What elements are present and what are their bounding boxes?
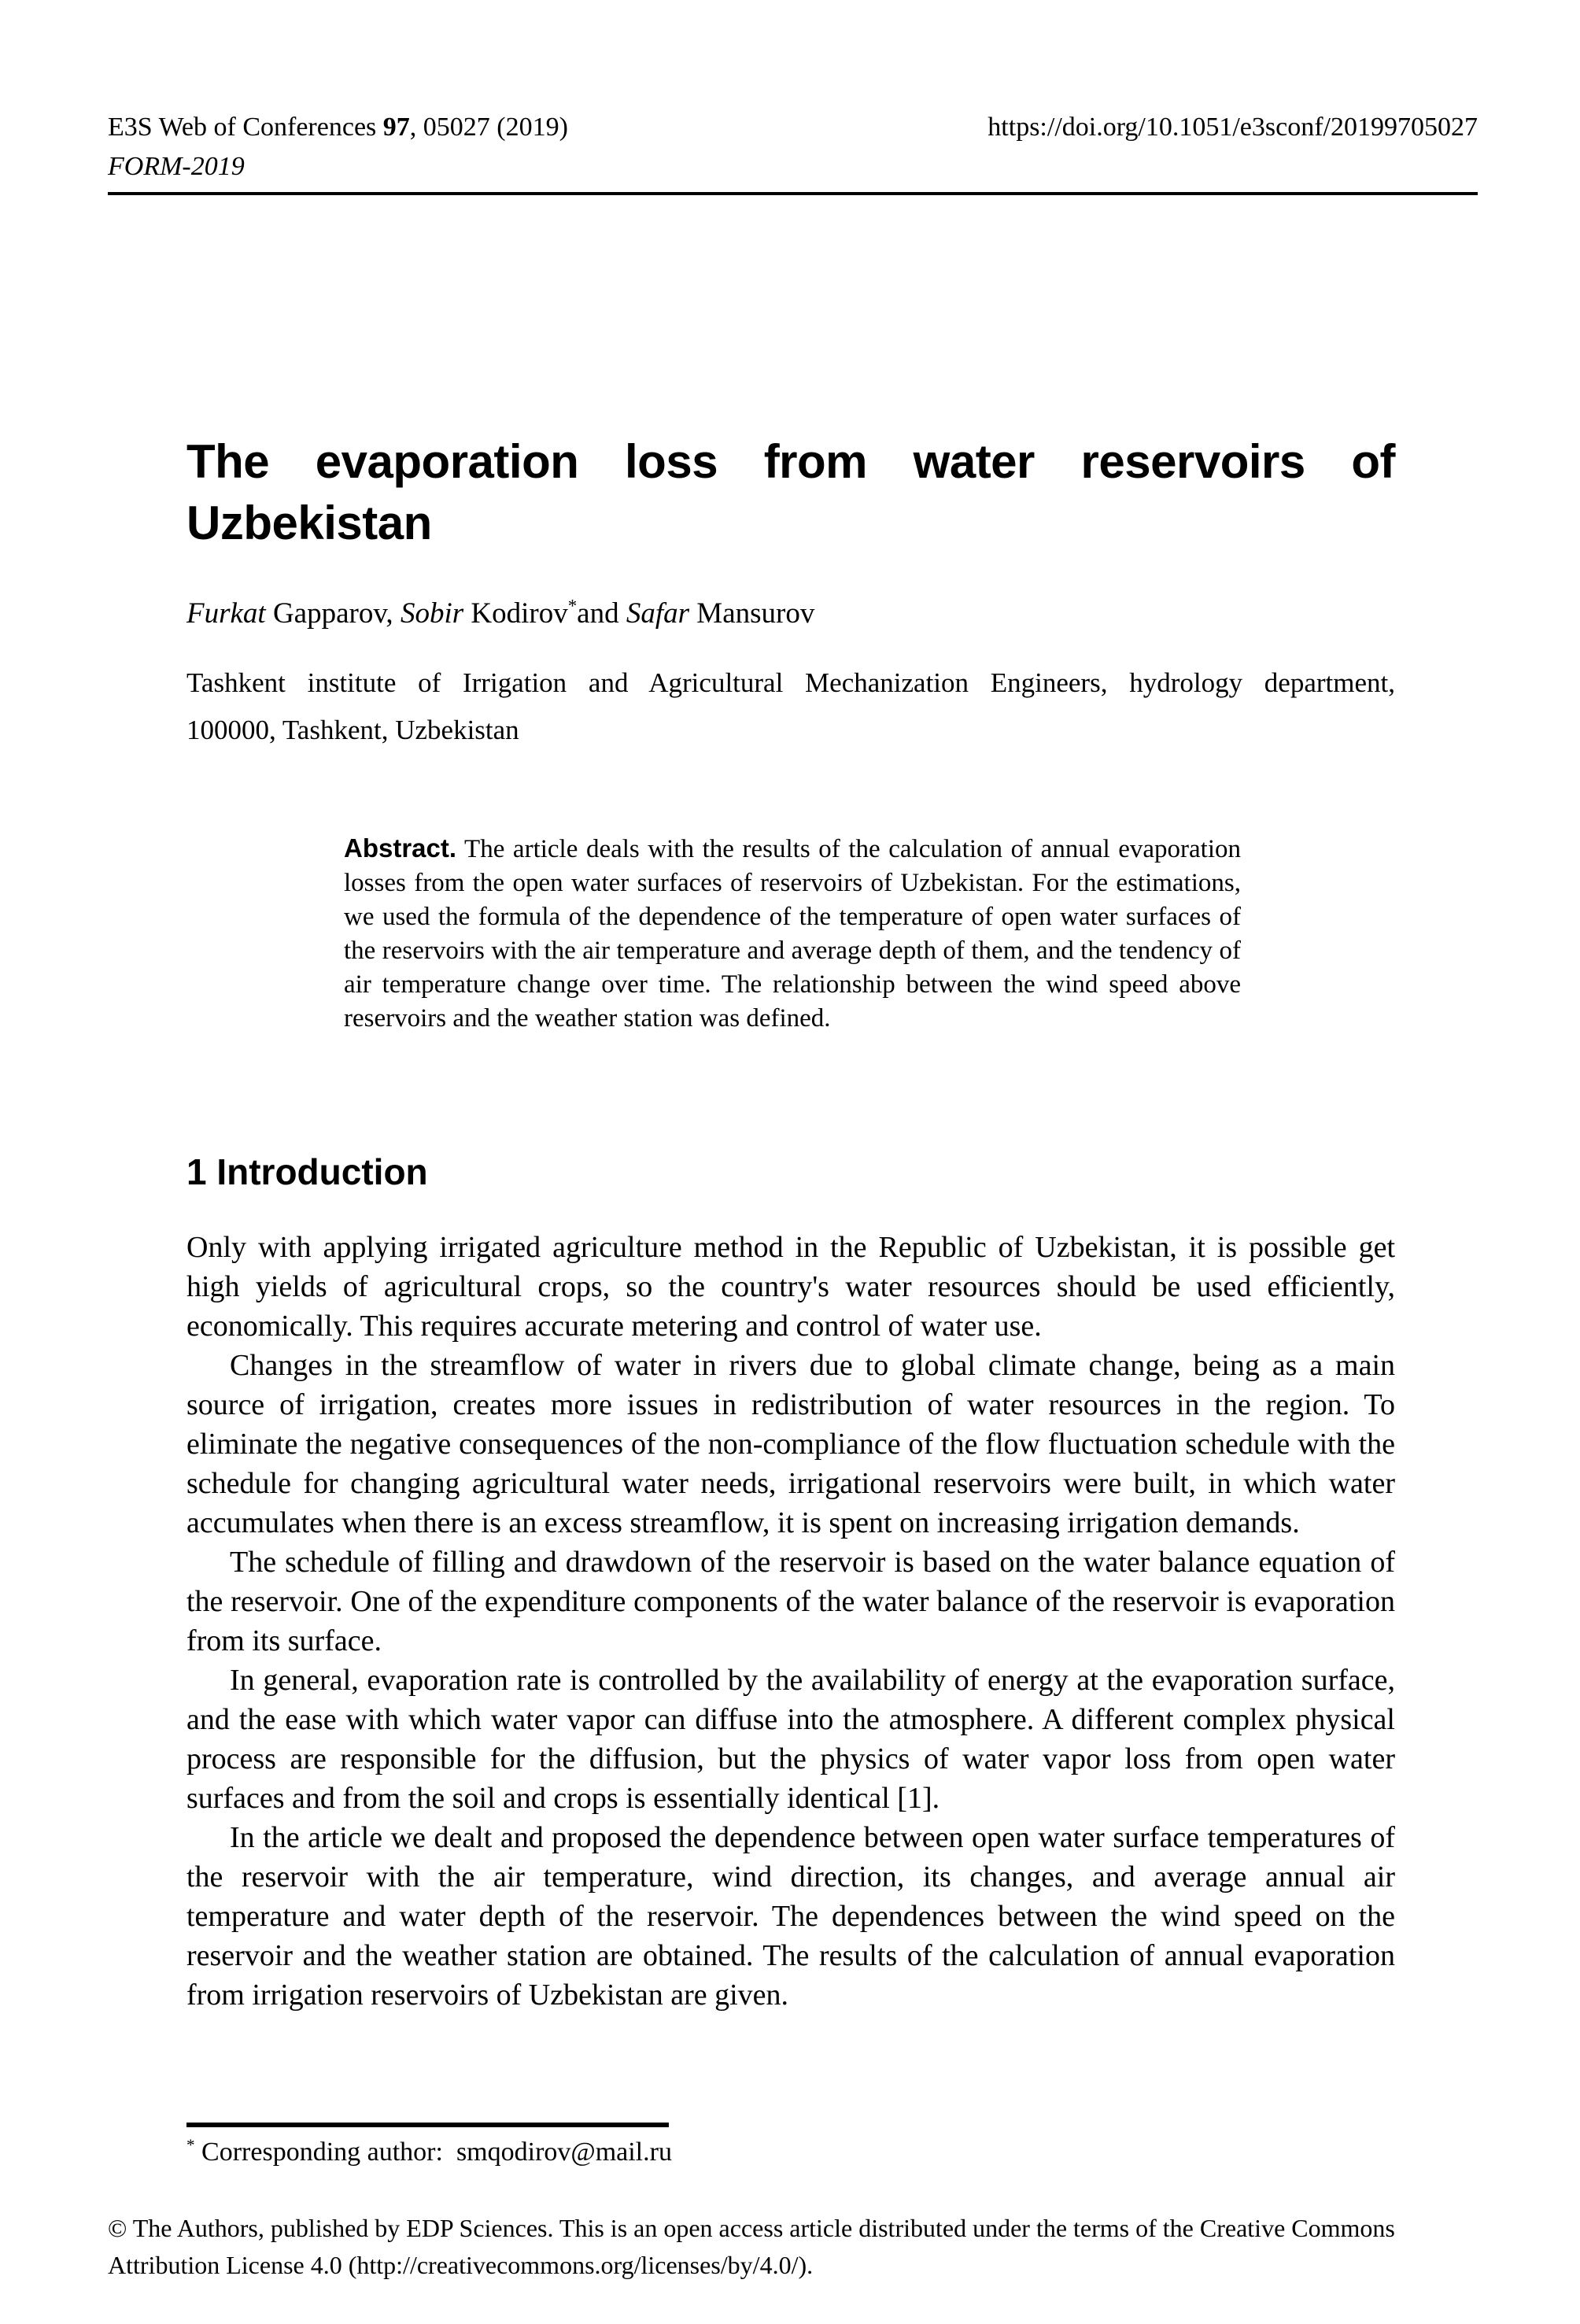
header-rule (108, 192, 1478, 195)
footnote-text: Corresponding author: smqodirov@mail.ru (194, 2137, 672, 2167)
author2-given: Sobir (400, 597, 464, 630)
conference-name: FORM-2019 (108, 152, 245, 181)
affiliation-line1: Tashkent institute of Irrigation and Agricultural Mechanization Engineers, hydrology department, (186, 667, 1395, 698)
article-title-line1: The evaporation loss from water reservoirs of (186, 435, 1395, 488)
intro-paragraph: In general, evaporation rate is controlled by the availability of energy at the evaporation surface, and the ease with which water vapor can diffuse into the atmosphere. A different complex physical process are responsible for the diffusion, but the physics of water vapor loss from open water surfaces and from the soil and crops is essentially identical [1]. (186, 1664, 1395, 1815)
abstract-label: Abstract. (344, 833, 457, 863)
author1-family: Gapparov, (265, 597, 401, 630)
article-title-line2: Uzbekistan (186, 497, 432, 549)
section-heading-introduction: 1 Introduction (186, 1151, 428, 1192)
journal-name: E3S Web of Conferences (108, 113, 383, 142)
introduction-body (186, 1228, 1395, 2015)
intro-paragraph: The schedule of filling and drawdown of the reservoir is based on the water balance equation of the reservoir. One of the expenditure components of the water balance of the reservoir is evaporation from its surface. (186, 1546, 1395, 1657)
article-number: , 05027 (2019) (409, 113, 568, 142)
journal-volume: 97 (382, 113, 410, 142)
author3-given: Safar (626, 597, 690, 630)
intro-paragraph: Changes in the streamflow of water in rivers due to global climate change, being as a main source of irrigation, creates more issues in redistribution of water resources in the region. To eliminate the negative consequences of the non-compliance of the flow fluctuation schedule with the schedule for changing agricultural water needs, irrigational reservoirs were built, in which water accumulates when there is an excess streamflow, it is spent on increasing irrigation demands. (186, 1349, 1395, 1539)
footnote-marker: * (186, 2135, 195, 2155)
and-word: and (577, 597, 626, 630)
abstract (344, 831, 1241, 1036)
author-list (186, 597, 814, 630)
article-title (186, 431, 1395, 554)
journal-reference (108, 110, 568, 145)
copyright-notice (108, 2210, 1493, 2284)
abstract-text: The article deals with the results of the calculation of annual evaporation losses from the open water surfaces of reservoirs of Uzbekistan. For the estimations, we used the formula of the dependence of the temperature of open water surfaces of the reservoirs with the air temperature and average depth of them, and the tendency of air temperature change over time. The relationship between the wind speed above reservoirs and the weather station was defined. (344, 835, 1241, 1033)
author3-family: Mansurov (689, 597, 815, 630)
author1-given: Furkat (186, 597, 266, 630)
copyright-line1: © The Authors, published by EDP Sciences. This is an open access article distributed under the terms of the Creative Commons (108, 2214, 1395, 2242)
page-header (108, 110, 1478, 195)
intro-paragraph: Only with applying irrigated agriculture method in the Republic of Uzbekistan, it is possible get high yields of agricultural crops, so the country's water resources should be used efficiently, economically. This requires accurate metering and control of water use. (186, 1231, 1395, 1343)
corresponding-author-footnote (186, 2137, 672, 2167)
affiliation (186, 660, 1395, 754)
doi-text: https://doi.org/10.1051/e3sconf/20199705027 (988, 113, 1478, 142)
header-row (108, 110, 1478, 145)
affiliation-line2: 100000, Tashkent, Uzbekistan (186, 715, 519, 745)
copyright-line2: Attribution License 4.0 (http://creativecommons.org/licenses/by/4.0/). (108, 2251, 814, 2279)
corresponding-author-marker: * (567, 596, 578, 616)
intro-paragraph: In the article we dealt and proposed the dependence between open water surface temperatures of the reservoir with the air temperature, wind direction, its changes, and average annual air temperature and water depth of the reservoir. The dependences between the wind speed on the reservoir and the weather station are obtained. The results of the calculation of annual evaporation from irrigation reservoirs of Uzbekistan are given. (186, 1821, 1395, 2012)
footnote-rule (186, 2123, 669, 2127)
author2-family: Kodirov (463, 597, 568, 630)
